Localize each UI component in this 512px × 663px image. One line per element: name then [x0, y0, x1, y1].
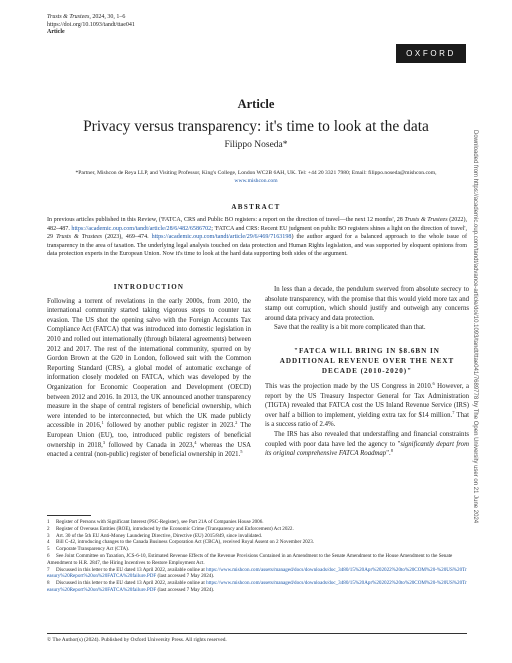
copyright-divider [47, 633, 467, 634]
reality-paragraph: Save that the reality is a bit more complicated than that. [274, 324, 426, 332]
right-column [265, 285, 469, 459]
journal-header [47, 14, 467, 37]
abstract-link-1[interactable]: https://academic.oup.com/tandt/article/28/6/482/6586702 [71, 225, 212, 232]
footnote-ref-5[interactable]: 5 [240, 449, 243, 455]
footnote-1: 1 Register of Persons with Significant Interest (PSC-Register), see Part 21A of Companies House 2006. [47, 519, 264, 525]
download-watermark: Downloaded from https://academic.oup.com/tandt/advance-article/doi/10.1093/tandt/ttae041/7689778 by The Open University user on 21 June 2024 [472, 130, 478, 524]
affiliation-website-link[interactable]: www.mishcon.com [234, 177, 278, 184]
footnote-ref-3[interactable]: 3 [102, 439, 106, 445]
footnote-ref-6[interactable]: 6 [432, 380, 435, 386]
fatca-section-heading: "FATCA WILL BRING IN $8.6BN IN ADDITIONAL REVENUE OVER THE NEXT DECADE (2010-2020)" [279, 346, 455, 375]
article-type: Article [47, 29, 65, 35]
left-column [47, 283, 251, 460]
footnote-ref-7[interactable]: 7 [452, 409, 455, 415]
journal-citation: Trusts & Trustees, 2024, 30, 1–6 [47, 14, 126, 20]
footnote-5: 5 Corporate Transparency Act (CTA). [47, 546, 130, 553]
footnote-7: 7 Discussed in this letter to the EU dated 13 April 2022, available online at https://www.mishcon.com/assets/managed/docs/downloads/doc_3480/15%20Apr%202022%20to%20COM%20-%20US%20Treasury%20Report%20on%20FATCA%20failure.PDF (last accessed 7 May 2024). [47, 566, 467, 580]
oxford-logo [396, 44, 466, 63]
footnote-3: 3 Art. 30 of the 5th EU Anti-Money Laundering Directive, Directive (EU) 2015/849, since invalidated. [47, 532, 263, 539]
copyright-notice: © The Author(s) (2024). Published by Oxford University Press. All rights reserved. [47, 637, 227, 643]
abstract-heading: ABSTRACT [231, 203, 281, 211]
fatca-paragraph-2: The IRS has also revealed that understaffing and financial constraints coupled with poor data have led the agency to "significantly depart from its original comprehensive FATCA Roadmap".$^8$ [265, 430, 469, 458]
footnotes [47, 519, 467, 594]
footnote-6: 6 See Joint Committee on Taxation, JCS-6-10, Estimated Revenue Effects of the Revenue Provisions Contained in an Amendment to the Senate Amendment to the House Amendment to the Senate Amendment to H.R. 2847, the Hiring Incentives to Restore Employment Act. [47, 552, 453, 566]
footnote-ref-8[interactable]: 8 [390, 448, 393, 454]
abstract-text: In previous articles published in this Review, ('FATCA, CRS and Public BO registers: a report on the direction of travel—the next 12 months', 28 Trusts & Trustees (2022), 482–487. https://academic.oup.com/tandt/article/28/6/482/6586702; 'FATCA and CRS: Recent EU judgment on public BO registers shines a light on the direction of travel', 29 Trusts & Trustees (2023), 469–474. https://academic.oup.com/tandt/article/29/6/469/7163198) the author argued for a balanced approach to the whole issue of transparency in the area of taxation. The underlying legal analysis touched on data protection and Human Rights legislation, and was supported by eloquent opinions from data protection experts in the European Union. Now it's time to look at the hard data supporting both sides of the argument. [47, 217, 468, 258]
author-affiliation: *Partner, Mishcon de Reya LLP, and Visiting Professor, King's College, London WC2B 6AH, UK. Tel: +44 20 3321 7980; Email: filippo.noseda@mishcon.com, www.mishcon.com [75, 170, 437, 184]
footnote-ref-2[interactable]: 2 [235, 420, 238, 426]
introduction-paragraph: Following a torrent of revelations in the early 2000s, from 2010, the international community started taking vigorous steps to counter tax evasion. The US shot the opening salvo with the Foreign Accounts Tax Compliance Act (FATCA) that was introduced into domestic legislation in 2010 and rolled out internationally (through bilateral agreements) between 2012 and 2017. The rest of the international community, spurred on by Gordon Brown at the G20 in London, followed suit with the Common Reporting Standard (CRS), a global model of automatic exchange of information closely modeled on FATCA, which was developed by the Organization for Economic Cooperation and Development (OECD) between 2012 and 2016. In 2013, the UK announced another transparency measure in the shape of central registers of beneficial ownership, which were intended to be interconnected, but which the UK made publicly accessible in 2016,$^1$ followed by another public register in 2023.$^2$ The European Union (EU), too, introduced public registers of beneficial ownership in 2018,$^3$ followed by Canada in 2023,$^4$ whereas the USA enacted a central (non-public) register of beneficial ownership in 2021.$^5$ [47, 297, 252, 459]
footnote-8-link[interactable]: https://www.mishcon.com/assets/managed/docs/downloads/doc_3480/15%20Apr%202022%20to%20COM%20-%20US%20Treasury%20Report%20on%20FATCA%20failure.PDF [47, 580, 467, 593]
introduction-heading: INTRODUCTION [113, 283, 185, 291]
abstract-link-2[interactable]: https://academic.oup.com/tandt/article/29/6/469/7163198 [151, 234, 292, 241]
footnote-8: 8 Discussed in this letter to the EU dated 13 April 2022, available online at https://www.mishcon.com/assets/managed/docs/downloads/doc_3480/15%20Apr%202022%20to%20COM%20-%20US%20Treasury%20Report%20on%20FATCA%20failure.PDF (last accessed 7 May 2024). [47, 580, 467, 593]
oxford-logo-text: OXFORD [406, 49, 456, 58]
footnote-divider [47, 515, 91, 516]
fatca-paragraph-1: This was the projection made by the US Congress in 2010.$^6$ However, a report by the US Treasury Inspector General for Tax Administration (TIGTA) revealed that FATCA cost the US Inland Revenue Service (IRS) over half a billion to implement, yielding extra tax for $14 million.$^7$ That is a success ratio of 2.4%. [265, 380, 469, 429]
footnote-ref-4[interactable]: 4 [194, 439, 197, 445]
article-title: Privacy versus transparency: it's time to look at the data [83, 118, 429, 135]
author-name: Filippo Noseda* [224, 140, 288, 150]
article-label: Article [237, 97, 275, 111]
footnote-2: 2 Register of Overseas Entities (ROE), introduced by the Economic Crime (Transparency and Enforcement) Act 2022. [47, 525, 294, 532]
pendulum-paragraph: In less than a decade, the pendulum swerved from absolute secrecy to absolute transparency, with the promise that this would yield more tax and stamp out corruption, which should justify and outweigh any concerns around data privacy and data protection. [265, 286, 469, 322]
footnote-ref-1[interactable]: 1 [101, 420, 104, 426]
footnote-4: 4 Bill C-42, introducing changes to the Canada Business Corporation Act (CBCA), received Royal Assent on 2 November 2023. [47, 539, 315, 546]
footnote-7-link[interactable]: https://www.mishcon.com/assets/managed/docs/downloads/doc_3480/15%20Apr%202022%20to%20COM%20-%20US%20Treasury%20Report%20on%20FATCA%20failure.PDF [47, 566, 467, 580]
doi-link[interactable]: https://doi.org/10.1093/tandt/ttae041 [47, 21, 135, 28]
